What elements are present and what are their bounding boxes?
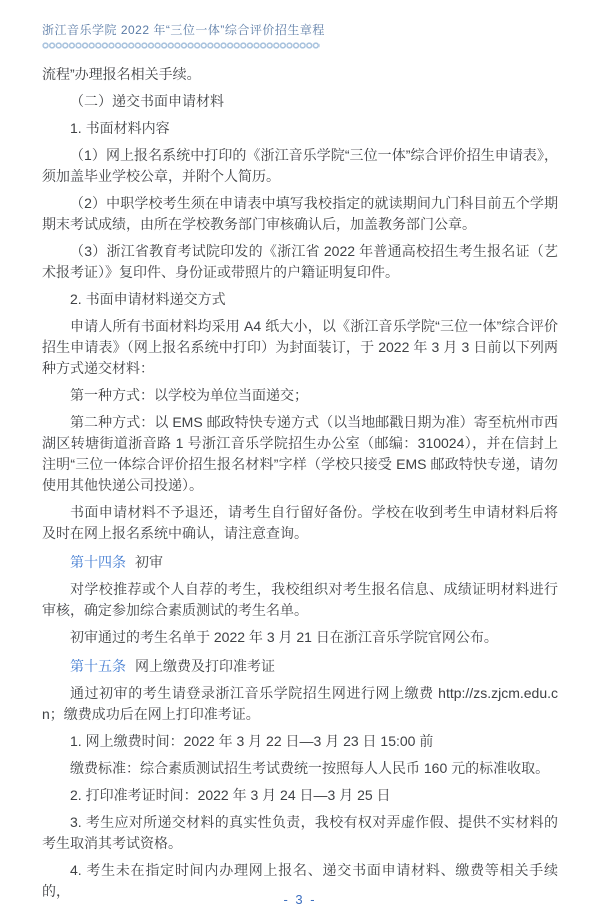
paragraph: 缴费标准：综合素质测试招生考试费统一按照每人人民币 160 元的标准收取。 xyxy=(70,760,550,776)
paragraph: 2. 书面申请材料递交方式 xyxy=(70,291,226,307)
page-number: - 3 - xyxy=(283,892,317,907)
paragraph: 第二种方式：以 EMS 邮政特快专递方式（以当地邮戳日期为准）寄至杭州市西湖区转塘街道浙音路 1 号浙江音乐学院招生办公室（邮编：310024），并在信封上注明“三位一体综合评价招生报名材料”字样（学校只接受 EMS 邮政特快专递，请勿使用其他快递公司投递）。 xyxy=(42,414,558,493)
paragraph: 第一种方式：以学校为单位当面递交； xyxy=(70,387,308,403)
paragraph: 流程”办理报名相关手续。 xyxy=(42,66,201,82)
paragraph: 通过初审的考生请登录浙江音乐学院招生网进行网上缴费 http://zs.zjcm.edu.cn；缴费成功后在网上打印准考证。 xyxy=(42,685,558,722)
article-number: 第十四条 xyxy=(70,554,126,570)
paragraph: 申请人所有书面材料均采用 A4 纸大小，以《浙江音乐学院“三位一体”综合评价招生申请表》（网上报名系统中打印）为封面装订，于 2022 年 3 月 3 日前以下列两种方式递交材料： xyxy=(42,318,558,376)
article-heading xyxy=(42,656,558,677)
article-title: 网上缴费及打印准考证 xyxy=(135,658,275,674)
paragraph: （3）浙江省教育考试院印发的《浙江省 2022 年普通高校招生考生报名证（艺术报考证）》复印件、身份证或带照片的户籍证明复印件。 xyxy=(42,243,558,280)
document-body xyxy=(42,64,558,902)
paragraph: 1. 书面材料内容 xyxy=(70,120,170,136)
paragraph: （1）网上报名系统中打印的《浙江音乐学院“三位一体”综合评价招生申请表》，须加盖毕业学校公章，并附个人简历。 xyxy=(42,147,558,184)
header-divider-chain xyxy=(42,41,320,50)
paragraph: 对学校推荐或个人自荐的考生，我校组织对考生报名信息、成绩证明材料进行审核，确定参加综合素质测试的考生名单。 xyxy=(42,581,558,618)
paragraph: 1. 网上缴费时间：2022 年 3 月 22 日—3 月 23 日 15:00 前 xyxy=(70,733,434,749)
article-number: 第十五条 xyxy=(70,658,126,674)
paragraph: 书面申请材料不予退还，请考生自行留好备份。学校在收到考生申请材料后将及时在网上报名系统中确认，请注意查询。 xyxy=(42,504,558,541)
paragraph: 3. 考生应对所递交材料的真实性负责，我校有权对弄虚作假、提供不实材料的考生取消其考试资格。 xyxy=(42,814,558,851)
paragraph: 2. 打印准考证时间：2022 年 3 月 24 日—3 月 25 日 xyxy=(70,787,391,803)
paragraph: 初审通过的考生名单于 2022 年 3 月 21 日在浙江音乐学院官网公布。 xyxy=(70,629,498,645)
article-title: 初审 xyxy=(135,554,163,570)
article-heading xyxy=(42,552,558,573)
document-header xyxy=(42,22,558,50)
header-title: 浙江音乐学院 2022 年“三位一体”综合评价招生章程 xyxy=(42,23,325,37)
paragraph: 4. 考生未在指定时间内办理网上报名、递交书面申请材料、缴费等相关手续的， xyxy=(42,862,558,899)
paragraph: （二）递交书面申请材料 xyxy=(70,93,224,109)
paragraph: （2）中职学校考生须在申请表中填写我校指定的就读期间九门科目前五个学期期末考试成绩，由所在学校教务部门审核确认后，加盖教务部门公章。 xyxy=(42,195,558,232)
page-footer xyxy=(0,892,600,907)
